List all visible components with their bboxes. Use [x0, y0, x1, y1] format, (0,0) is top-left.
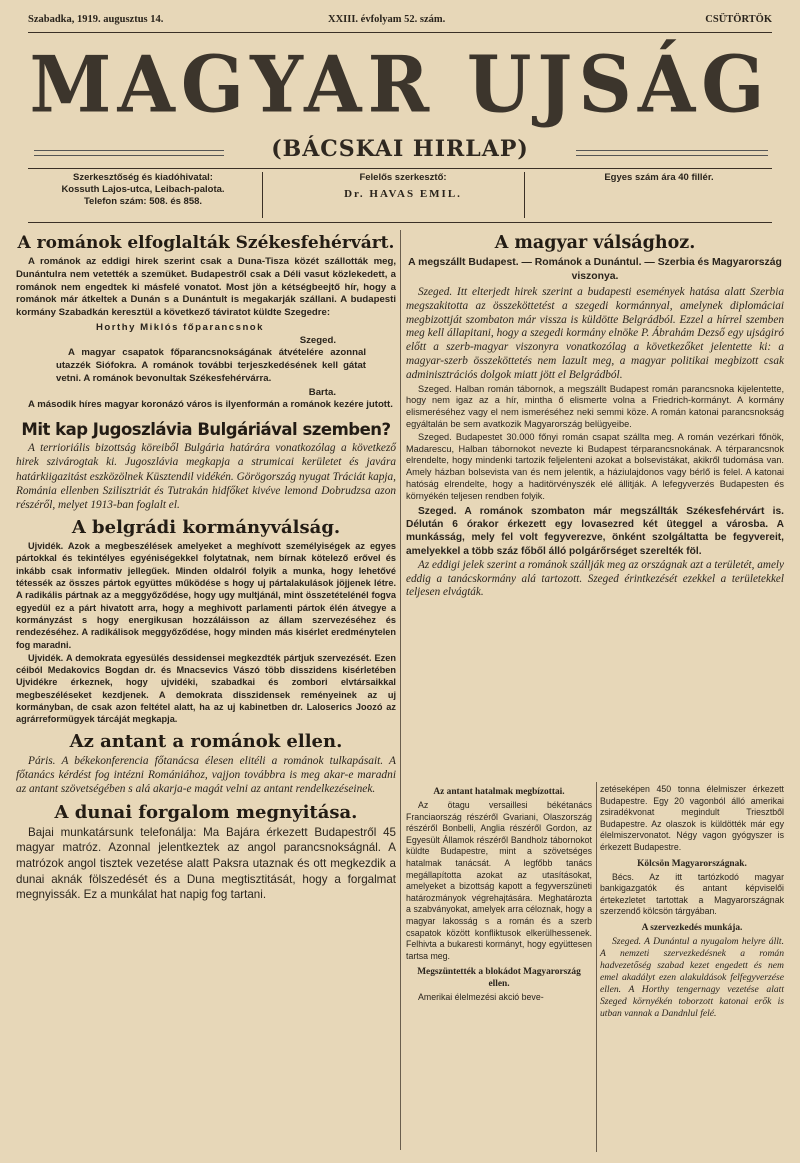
article-paragraph: Szeged. Halban román tábornok, a megszállt Budapest román parancsnoka kijelentette, hogy nem igaz az a hír, mintha ő elismerte volna a Friedrich-kormányt. A kormány elismeréséhez vagy el nem ismeréséhez neki semmi köze. A román katonai parancsnokság egyáltalán be sem avatkozik Magyarország belügyeibe. [406, 383, 784, 429]
editor-label: Felelős szerkesztő: [359, 172, 447, 183]
article-paragraph: Az ötagu versaillesi békétanács Franciaország részéről Gvariani, Olaszország részéről Bonbelli, Anglia részéről Gordon, az Egyesült Államok részéről Bandholz tábornokot küldte Budapestre, mint a szövetséges hatalmak tanácsát. A legfőbb tanács megállapította azokat az utasításokat, amelyeket a bizottság kapott a fegyverszüneti határozmányok végrehajtására. Meghatározta a szabványokat, amelyek arra céloznak, hogy a magyar lakosság s a román és a szerb csapatok között konfliktusok elkerülhessenek. Felhivta a bukaresti kormányt, hogy együttesen tartsa meg. [406, 800, 592, 961]
section-title: Megszüntették a blokádot Magyarország ellen. [417, 967, 581, 990]
top-rule [28, 32, 772, 33]
article-paragraph: Szeged. A Dunántul a nyugalom helyre állt. A nemzeti szervezkedésnek a román hadvezetőség szabad kezet engedett és nem emel akadályt ezen alakuldások felfegyverzése ellen. A Horthy tengernagy vezetése alatt Szeged környékén toborzott katonai erők is utban vannak a Dandnlul felé. [600, 935, 784, 1019]
article-paragraph: Ujvidék. Azok a megbeszélések amelyeket a meghívott személyiségek az egyes pártokkal és tekintélyes egyéniségekkel folytatnak, nem bírnak kötelező erővel és inkább csak informativ jellegűek. Minden oldalról folyik a munka, hogy lehetővé tétessék az összes pártok együttes működése s hogy uj pártalakulások jöjjenek létre. A radikális pártnak az a meggyőződése, hogy ugy multjánál, mint összetételénél fogva egyedül ez a párt hivatott arra, hogy a meghivott parlamenti pártok élén átvegye a kormányzást s hogy energikusan hozzáláisson az állam szervezéséhez és rendezéséhez. A radikálisok meggyőződése, hogy minden más kisérlet eredménytelen fog maradni. [16, 541, 396, 650]
masthead [24, 39, 776, 132]
office-label: Szerkesztőség és kiadóhivatal: [73, 172, 213, 183]
left-column [16, 232, 396, 904]
article-paragraph: Amerikai élelmezési akció beve- [418, 992, 544, 1003]
telegram-recipient: Horthy Miklós főparancsnok [96, 321, 265, 333]
article-paragraph: Bajai munkatársunk telefonálja: Ma Bajára érkezett Budapestről 45 magyar matróz. Azonnal jelentkeztek az angol parancsnokságnál. A matrózok angol tisztek vezetése alatt Paksra utaznak és ott megkezdik a dunai aknák fölszedését és a Duna megtisztitását, hogy a forgalmat megnyissák. Ez a munkálat hat napig fog tartani. [16, 825, 396, 902]
article-title-antant: Az antant a románok ellen. [69, 730, 343, 752]
right-subcolumn-2 [600, 784, 784, 1021]
section-title: A szervezkedés munkája. [641, 922, 743, 933]
editor-info [283, 172, 523, 200]
article-paragraph: A második híres magyar koronázó város is ilyenformán a románok kezére jutott. [28, 399, 393, 411]
article-paragraph: Szeged. Budapestet 30.000 főnyi román csapat szállta meg. A román vezérkari főnök, Madarescu, Halban tábornokot nevezte ki Budapest térparancsnokának. A térparancsnok elrendelte, hogy mindenki tartozik feljelenteni azokat a bolsevistákat, akikről tudomása van. Amely házban bolsevista van és nem jelentik, a háziulajdonos vagy bérlő is felel. A katonai hatóság elrendelte, hogy a haditörvényszék elé állitják. A lefegyverzés Budapesten és környékén teljesen rendben folyik. [406, 431, 784, 501]
info-divider-1 [262, 172, 263, 218]
info-divider-2 [524, 172, 525, 218]
section-title: Az antant hatalmak megbízottai. [433, 787, 565, 797]
editor-name: Dr. HAVAS EMIL. [344, 188, 462, 200]
article-title-belgradi: A belgrádi kormányválság. [71, 517, 341, 539]
article-paragraph: Bécs. Az itt tartózkodó magyar bankigazgatók és antant képviselői értekezletet tartottak a Magyarországnak szerzendő kölcsön tárgyában. [600, 871, 784, 917]
issue-weekday: CSÜTÖRTÖK [705, 14, 772, 25]
office-address: Kossuth Lajos-utca, Leibach-palota. [61, 184, 225, 195]
telegram-text: A magyar csapatok főparancsnokságának átvételére azonnal utazzék Siófokra. A románok további terjeszkedésének kell gátat vetni. A románok bevonultak Székesfehérvárra. [56, 346, 366, 384]
price: Egyes szám ára 40 fillér. [604, 172, 714, 183]
article-paragraph: A románok az eddigi hirek szerint csak a Duna-Tisza közét szállották meg, Dunántulra nem vetették a szemüket. Budapestről csak a Déli vasut közlekedett, a románok nem engedtek ki másfelé vonatot. Most jön a kétségbeejtő hír, hogy a románok már átkeltek a Dunán s a Dunántult is megakarják szállani. A budapesti kormány Szabadkán keresztül a következő táviratot küldte Szegedre: [16, 256, 396, 319]
article-paragraph: Ujvidék. A demokrata egyesülés dessidensei megkezdték pártjuk szervezését. Ezen céiból Medakovics Bogdan dr. és Mnacsevics Vászó több disszidens kisérletében Ujvidékre érkeznek, hogy ujvidéki, szabadkai és zombori elvtársaikkal megbeszéléseket kezdjenek. A demokrata disszidensek reményeinek az uj kormányban, de csak azon feltétel alatt, ha az uj kabinetben dr. Laloserics Joozó az agrárreformügyek tárcáját megkapja. [16, 652, 396, 725]
info-bottom-rule [28, 222, 772, 223]
article-title-szekesfehervar: A románok elfoglalták Székesfehérvárt. [17, 233, 395, 253]
price-info [548, 172, 770, 184]
office-phone: Telefon szám: 508. és 858. [83, 196, 203, 207]
article-title-dunai: A dunai forgalom megnyitása. [54, 801, 358, 823]
article-paragraph: Szeged. A románok szombaton már megszállták Székesfehérvárt is. Délután 6 órakor érkezett egy lovasezred két üteggel a városba. A munkásság, mely fel volt fegyverezve, önként szolgáltatta be fegyvereit, amelyekkel a több száz főből álló polgárőrséget szerelték föl. [406, 505, 784, 557]
info-bar [28, 172, 772, 222]
article-paragraph: Szeged. Itt elterjedt hirek szerint a budapesti események hatása alatt Szerbia megszakitotta az összeköttetést a szegedi kormánnyal, amelynek diplomáciai megbizottját szombaton már vissza is küldötte Belgrádból. Ezzel a hírrel szemben meg kell állapitani, hogy a szegedi kormány elnöke P. Ábrahám Dezső egy ujságiró előtt a szerb-magyar viszonyra vonatkozólag a következőket jelentette ki: a magyar-szerb összeköttetés nem lazult meg, a magyar politikai megbizott csak adminisztrációs dolgok miatt jött el Belgrádból. [406, 286, 784, 381]
article-title-jugoszlavia: Mit kap Jugoszlávia Bulgáriával szemben? [21, 420, 391, 440]
telegram-signature: Barta. [308, 387, 336, 399]
issue-volume: XXIII. évfolyam 52. szám. [328, 14, 446, 25]
office-info [28, 172, 258, 208]
info-top-rule [28, 168, 772, 169]
section-title: Kölcsön Magyarországnak. [637, 858, 747, 869]
article-title-valsag: A magyar válsághoz. [494, 233, 696, 253]
article-subheading: A megszállt Budapest. — Románok a Dunántul. — Szerbia és Magyarország viszonya. [408, 257, 782, 282]
subtitle-right-ornament [576, 150, 768, 156]
newspaper-title: MAGYAR UJSÁG [29, 39, 771, 131]
issue-date: Szabadka, 1919. augusztus 14. [28, 14, 164, 25]
column-divider-right [596, 782, 597, 1152]
newspaper-subtitle: (BÁCSKAI HIRLAP) [271, 136, 529, 162]
right-column [406, 232, 784, 601]
article-paragraph: Az eddigi jelek szerint a románok szállják meg az országnak azt a területét, amely eddig a tanácskormány alá tartozott. Szeged érintkezését ezekkel a területekkel teljesen elvágták. [406, 559, 784, 599]
column-divider [400, 230, 401, 1150]
header-line [28, 14, 772, 34]
article-paragraph: A terrioriális bizottság köreiből Bulgária határára vonatkozólag a következő hirek szivárogtak ki. Jugoszlávia megkapja a strumicai kerületet és javára határkiigazitást eszközölnek Küsztendil vidékén. Görögország nyugat Tráciát kapja, Románia ellenben Szilisztriát és Tutrakán hidfőket kivéve lemond Dobrudzsa azon részéről, melyet 1913-ban foglalt el. [16, 442, 396, 511]
article-paragraph: zetéseképen 450 tonna élelmiszer érkezett Budapestre. Egy 20 vagonból álló amerikai zsiradékvonat megindult Triesztből Budapestre. Az olaszok is küldötték már egy élelmiszervonatot. Négy vagon gyógyszer is érkezett Budapestre. [600, 784, 784, 852]
subtitle-left-ornament [34, 150, 224, 156]
telegram-place: Szeged. [299, 334, 336, 346]
article-paragraph: Páris. A békekonferencia főtanácsa élesen elitéli a románok tulkapásait. A főtanács kérdést fog intézni Romániához, vajjon továbbra is meg akar-e maradni az antant szövetségében s alá akarja-e magát velni az antant rendelkezéseinek. [16, 754, 396, 796]
right-subcolumn-1 [406, 784, 592, 1005]
